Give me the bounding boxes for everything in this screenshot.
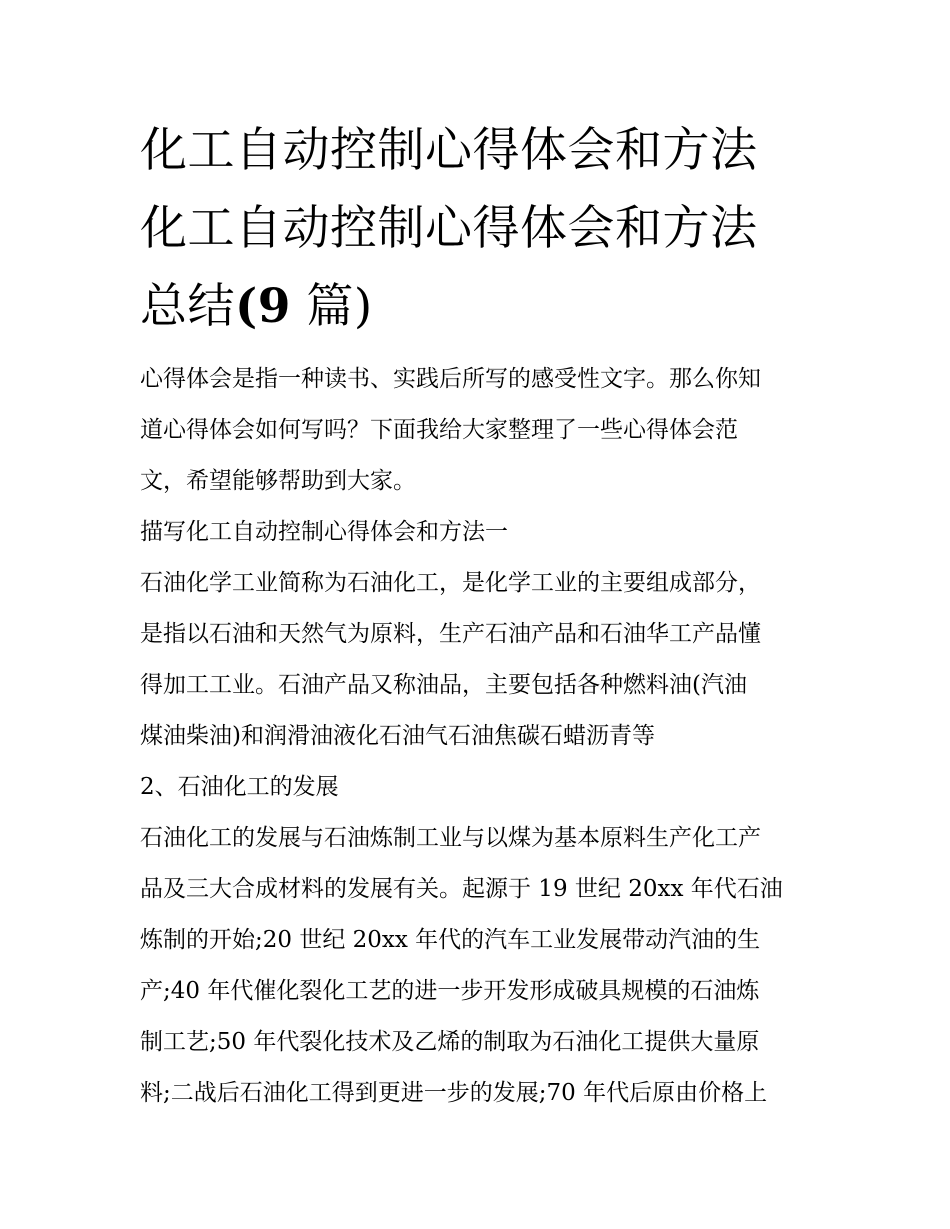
paragraph-2-line-5: 制工艺;50 年代裂化技术及乙烯的制取为石油化工提供大量原 bbox=[140, 1029, 760, 1055]
paragraph-1-line-1: 石油化学工业简称为石油化工，是化学工业的主要组成部分， bbox=[140, 570, 761, 596]
subheading-2-text: 2、石油化工的发展 bbox=[140, 774, 339, 800]
title-count: (9 bbox=[235, 279, 291, 334]
paragraph-1 bbox=[140, 558, 820, 762]
paragraph-1-line-3: 得加工工业。石油产品又称油品，主要包括各种燃料油(汽油 bbox=[140, 672, 747, 698]
intro-line-2: 道心得体会如何写吗？下面我给大家整理了一些心得体会范 bbox=[140, 417, 738, 443]
paragraph-2-line-3: 炼制的开始;20 世纪 20xx 年代的汽车工业发展带动汽油的生 bbox=[140, 927, 761, 953]
intro-line-1: 心得体会是指一种读书、实践后所写的感受性文字。那么你知 bbox=[140, 366, 761, 392]
paragraph-2-line-4: 产;40 年代催化裂化工艺的进一步开发形成破具规模的石油炼 bbox=[140, 978, 760, 1004]
section-heading-1 bbox=[140, 507, 820, 558]
title-line-3 bbox=[140, 268, 820, 346]
paragraph-2-line-1: 石油化工的发展与石油炼制工业与以煤为基本原料生产化工产 bbox=[140, 825, 761, 851]
paragraph-1-line-2: 是指以石油和天然气为原料，生产石油产品和石油华工产品懂 bbox=[140, 621, 761, 647]
title-line-1: 化工自动控制心得体会和方法 bbox=[140, 123, 758, 178]
intro-paragraph bbox=[140, 354, 820, 507]
paragraph-1-line-4: 煤油柴油)和润滑油液化石油气石油焦碳石蜡沥青等 bbox=[140, 723, 655, 749]
title-line-2: 化工自动控制心得体会和方法 bbox=[140, 201, 758, 256]
document-title bbox=[140, 112, 820, 346]
subheading-2 bbox=[140, 762, 820, 813]
paragraph-2 bbox=[140, 813, 820, 1119]
section-heading-1-text: 描写化工自动控制心得体会和方法一 bbox=[140, 519, 508, 545]
title-line-3-suffix: 篇) bbox=[306, 279, 373, 334]
paragraph-2-line-6: 料;二战后石油化工得到更进一步的发展;70 年代后原由价格上 bbox=[140, 1080, 768, 1106]
document-body bbox=[140, 354, 820, 1119]
title-line-3-prefix: 总结 bbox=[140, 279, 235, 334]
intro-line-3: 文，希望能够帮助到大家。 bbox=[140, 468, 416, 494]
paragraph-2-line-2: 品及三大合成材料的发展有关。起源于 19 世纪 20xx 年代石油 bbox=[140, 876, 783, 902]
